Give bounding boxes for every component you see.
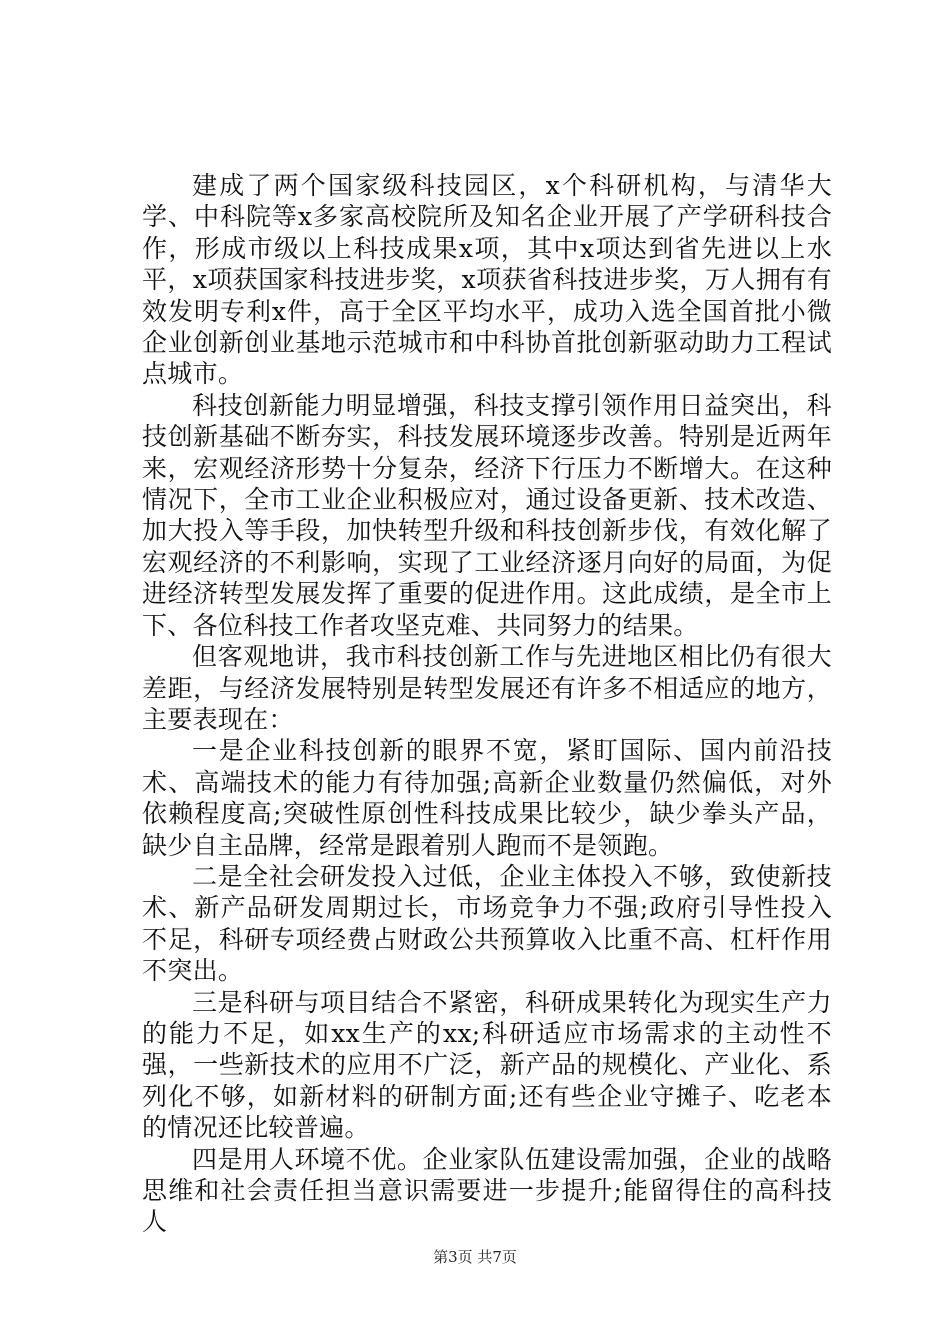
document-body bbox=[142, 170, 832, 1238]
paragraph-7: 四是用人环境不优。企业家队伍建设需加强，企业的战略思维和社会责任担当意识需要进一步提升;能留得住的高科技人 bbox=[142, 1144, 832, 1237]
page-number-footer: 第3页 共7页 bbox=[433, 1248, 517, 1266]
paragraph-6: 三是科研与项目结合不紧密，科研成果转化为现实生产力的能力不足，如xx生产的xx;科研适应市场需求的主动性不强，一些新技术的应用不广泛，新产品的规模化、产业化、系列化不够，如新材料的研制方面;还有些企业守摊子、吃老本的情况还比较普遍。 bbox=[142, 987, 832, 1143]
paragraph-2: 科技创新能力明显增强，科技支撑引领作用日益突出，科技创新基础不断夯实，科技发展环境逐步改善。特别是近两年来，宏观经济形势十分复杂，经济下行压力不断增大。在这种情况下，全市工业企业积极应对，通过设备更新、技术改造、加大投入等手段，加快转型升级和科技创新步伐，有效化解了宏观经济的不利影响，实现了工业经济逐月向好的局面，为促进经济转型发展发挥了重要的促进作用。这此成绩，是全市上下、各位科技工作者攻坚克难、共同努力的结果。 bbox=[142, 390, 832, 640]
paragraph-1: 建成了两个国家级科技园区，x个科研机构，与清华大学、中科院等x多家高校院所及知名企业开展了产学研科技合作，形成市级以上科技成果x项，其中x项达到省先进以上水平，x项获国家科技进步奖，x项获省科技进步奖，万人拥有有效发明专利x件，高于全区平均水平，成功入选全国首批小微企业创新创业基地示范城市和中科协首批创新驱动助力工程试点城市。 bbox=[142, 171, 832, 389]
paragraph-3: 但客观地讲，我市科技创新工作与先进地区相比仍有很大差距，与经济发展特别是转型发展还有许多不相适应的地方，主要表现在： bbox=[142, 642, 832, 734]
paragraph-4: 一是企业科技创新的眼界不宽，紧盯国际、国内前沿技术、高端技术的能力有待加强;高新企业数量仍然偏低，对外依赖程度高;突破性原创性科技成果比较少，缺少拳头产品，缺少自主品牌，经常是跟着别人跑而不是领跑。 bbox=[142, 736, 832, 860]
paragraph-5: 二是全社会研发投入过低，企业主体投入不够，致使新技术、新产品研发周期过长，市场竞争力不强;政府引导性投入不足，科研专项经费占财政公共预算收入比重不高、杠杆作用不突出。 bbox=[142, 861, 832, 986]
